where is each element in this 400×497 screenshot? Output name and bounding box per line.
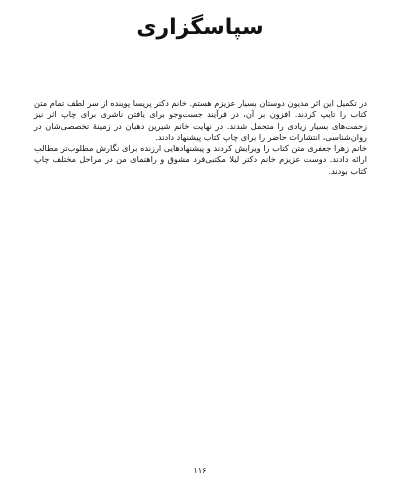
- paragraph-1: در تکمیل این اثر مدیون دوستان بسیار عزیزم هستم. خانم دکتر پریسا پوینده از سر لطف تمام متن کتاب را تایپ کردند. افزون بر آن، در فرآیند جست‌وجو برای یافتن ناشری برای چاپ اثر نیز زحمت‌های بسیار زیادی را متحمل شدند. در نهایت خانم شیرین دهبان در زمینهٔ تخصصی‌شان در روان‌شناسی، انتشارات حاضر را برای چاپ کتاب پیشنهاد دادند.: [34, 98, 367, 142]
- page-title: سپاسگزاری: [136, 15, 264, 40]
- page-number: ۱۱۶: [193, 466, 207, 475]
- acknowledgment-body: [34, 98, 367, 177]
- paragraph-2: خانم زهرا جعفری متن کتاب را ویرایش کردند و پیشنهادهایی ارزنده برای نگارش مطلوب‌تر مطالب ارائه دادند. دوست عزیزم خانم دکتر لیلا مکتبی‌فرد مشوق و راهنمای من در مراحل مختلف چاپ کتاب بودند.: [34, 143, 367, 176]
